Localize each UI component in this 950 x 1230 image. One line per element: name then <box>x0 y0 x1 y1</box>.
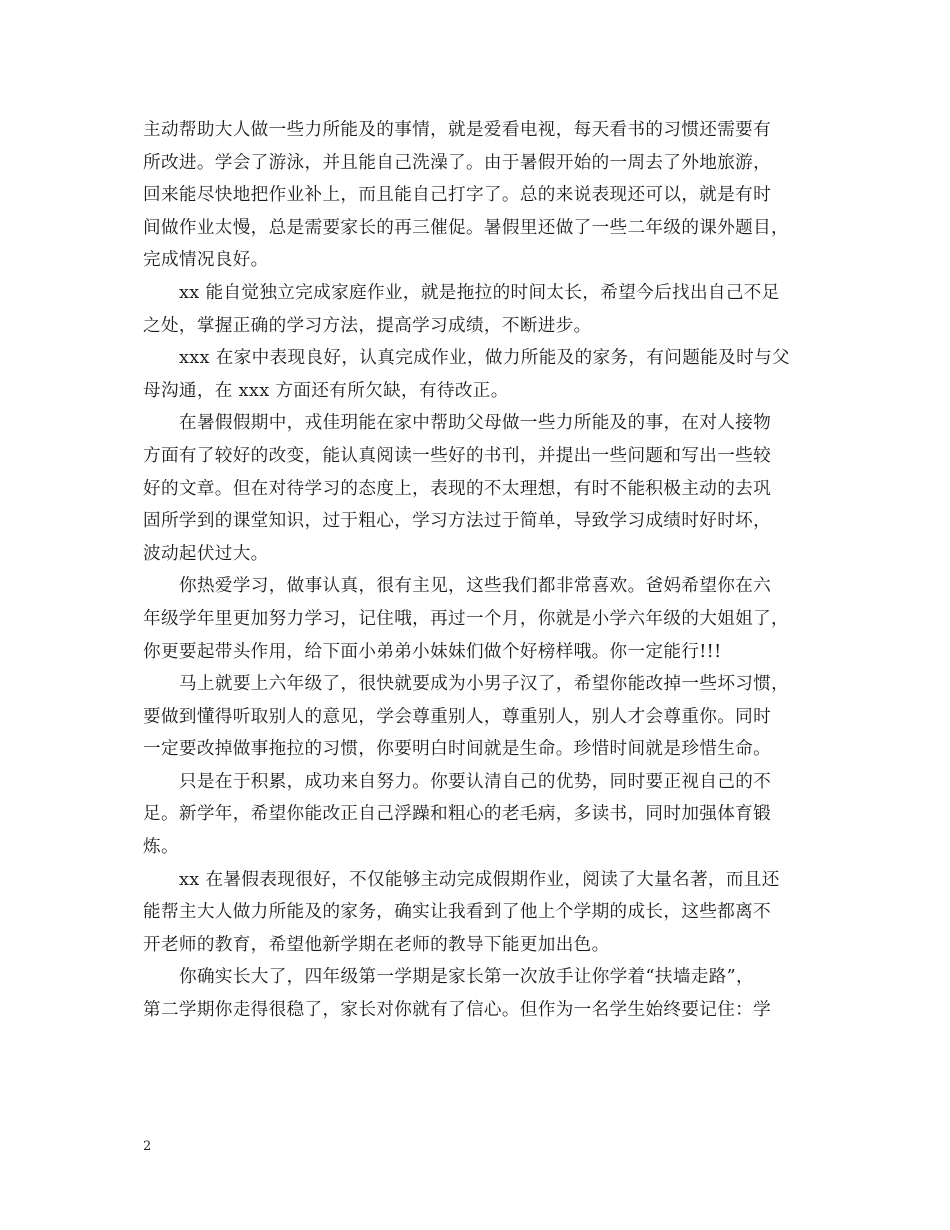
text-line: 你更要起带头作用，给下面小弟弟小妹妹们做个好榜样哦。你一定能行!!! <box>143 641 722 662</box>
text-line: 年级学年里更加努力学习，记住哦，再过一个月，你就是小学六年级的大姐姐了， <box>143 608 789 629</box>
paragraph <box>143 668 813 766</box>
text-line: 所改进。学会了游泳，并且能自己洗澡了。由于暑假开始的一周去了外地旅游， <box>143 152 772 173</box>
text-line: 母沟通，在 xxx 方面还有所欠缺，有待改正。 <box>143 380 509 401</box>
text-line: 一定要改掉做事拖拉的习惯，你要明白时间就是生命。珍惜时间就是珍惜生命。 <box>143 739 772 760</box>
document-body <box>143 114 813 1027</box>
text-line: 在暑假假期中，戎佳玥能在家中帮助父母做一些力所能及的事，在对人接物 <box>179 413 772 434</box>
paragraph <box>143 766 813 864</box>
text-line: 完成情况良好。 <box>143 250 269 271</box>
text-line: 马上就要上六年级了，很快就要成为小男子汉了，希望你能改掉一些坏习惯， <box>179 674 790 695</box>
text-line: xxx 在家中表现良好，认真完成作业，做力所能及的家务，有问题能及时与父 <box>179 348 790 369</box>
paragraph <box>143 407 813 570</box>
text-line: 固所学到的课堂知识，过于粗心，学习方法过于简单，导致学习成绩时好时坏， <box>143 511 772 532</box>
text-line: 好的文章。但在对待学习的态度上，表现的不太理想，有时不能积极主动的去巩 <box>143 478 772 499</box>
page-number: 2 <box>143 1139 152 1154</box>
text-line: 回来能尽快地把作业补上，而且能自己打字了。总的来说表现还可以，就是有时 <box>143 185 772 206</box>
text-line: 炼。 <box>143 837 179 858</box>
text-line: 间做作业太慢，总是需要家长的再三催促。暑假里还做了一些二年级的课外题目， <box>143 217 789 238</box>
paragraph <box>143 342 813 407</box>
text-line: 能帮主大人做力所能及的家务，确实让我看到了他上个学期的成长，这些都离不 <box>143 902 772 923</box>
text-line: 足。新学年，希望你能改正自己浮躁和粗心的老毛病，多读书，同时加强体育锻 <box>143 804 772 825</box>
paragraph <box>143 114 813 277</box>
paragraph <box>143 277 813 342</box>
paragraph <box>143 570 813 668</box>
text-line: 第二学期你走得很稳了，家长对你就有了信心。但作为一名学生始终要记住：学 <box>143 1000 772 1021</box>
text-line: 只是在于积累，成功来自努力。你要认清自己的优势，同时要正视自己的不 <box>179 771 772 792</box>
text-line: 你热爱学习，做事认真，很有主见，这些我们都非常喜欢。爸妈希望你在六 <box>179 576 772 597</box>
text-line: 你确实长大了，四年级第一学期是家长第一次放手让你学着“扶墙走路”， <box>179 967 754 988</box>
paragraph <box>143 864 813 962</box>
text-line: 方面有了较好的改变，能认真阅读一些好的书刊，并提出一些问题和写出一些较 <box>143 445 772 466</box>
paragraph <box>143 961 813 1026</box>
text-line: 要做到懂得听取别人的意见，学会尊重别人，尊重别人，别人才会尊重你。同时 <box>143 706 772 727</box>
text-line: 波动起伏过大。 <box>143 543 269 564</box>
text-line: xx 在暑假表现很好，不仅能够主动完成假期作业，阅读了大量名著，而且还 <box>179 869 780 890</box>
text-line: 之处，掌握正确的学习方法，提高学习成绩，不断进步。 <box>143 315 592 336</box>
text-line: 开老师的教育，希望他新学期在老师的教导下能更加出色。 <box>143 934 610 955</box>
text-line: 主动帮助大人做一些力所能及的事情，就是爱看电视，每天看书的习惯还需要有 <box>143 120 772 140</box>
text-line: xx 能自觉独立完成家庭作业，就是拖拉的时间太长，希望今后找出自己不足 <box>179 282 780 303</box>
